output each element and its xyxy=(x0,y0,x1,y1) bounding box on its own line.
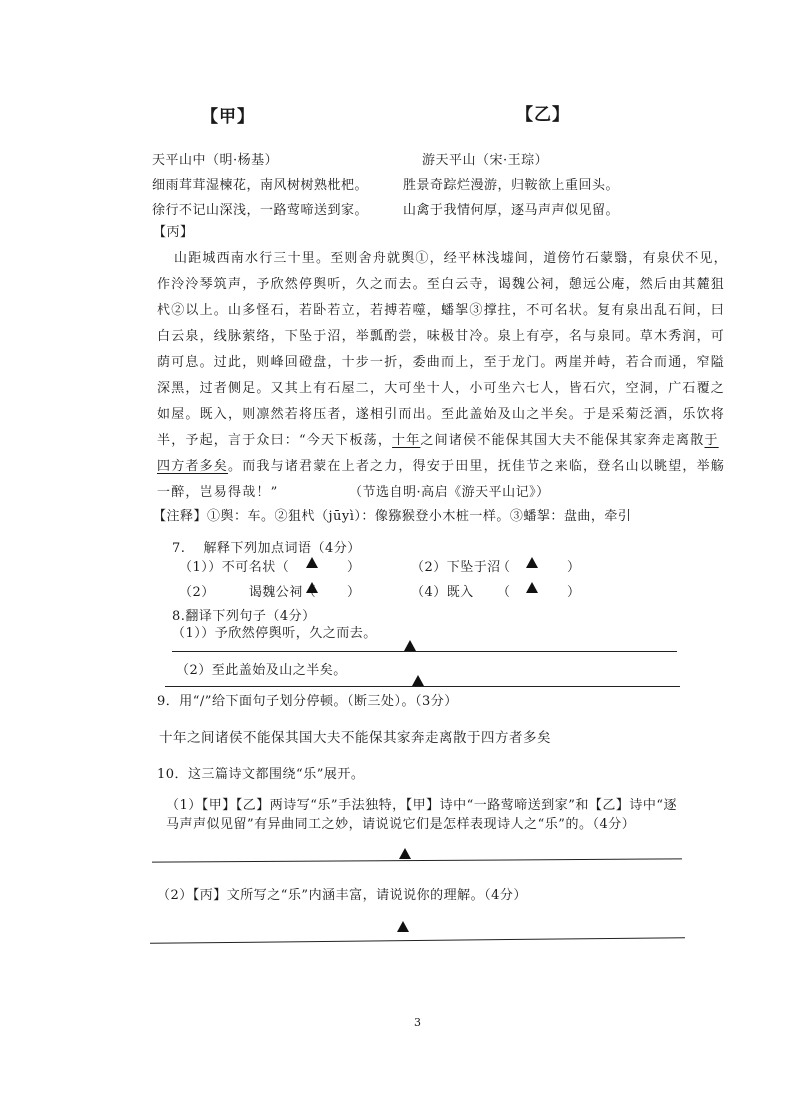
q7-item-3-number: （2） xyxy=(179,585,215,600)
q8-sentence-2: （2）至此盖始及山之半矣。 xyxy=(176,663,347,678)
q7-item-2-word: 下坠于沼 xyxy=(446,560,501,575)
answer-triangle-icon xyxy=(526,582,538,593)
q8-title: 8.翻译下列句子（4分） xyxy=(172,609,316,624)
q10-part1-line2: 马声声似见留”有异曲同工之妙，请说说它们是怎样表现诗人之“乐”的。（4分） xyxy=(166,817,636,832)
answer-line-q8-1 xyxy=(172,651,677,652)
q7-item-4-number: （4） xyxy=(411,585,447,600)
q7-item-4-word: 既入 xyxy=(446,585,474,600)
answer-triangle-icon xyxy=(526,557,538,568)
bing-line-1: 山距城西南水行三十里。至则舍舟就舆①，经平林浅墟间，道傍竹石蒙翳，有泉伏不见， xyxy=(174,251,728,266)
q7-item-2 xyxy=(411,556,501,575)
poem-jia-line1: 细雨茸茸湿楝花，南风树树熟枇杷。 xyxy=(152,178,369,193)
q7-item-1-number: （1）） xyxy=(179,560,222,575)
poem-yi-title: 游天平山（宋·王琮） xyxy=(422,153,549,168)
q7-item-3-close: ） xyxy=(347,585,361,600)
q7-item-2-number: （2） xyxy=(411,560,447,575)
bing-line-8-mid: 之间诸侯不能保其国大夫不能保其家奔走离散 xyxy=(420,433,705,448)
bing-line-7: 如屋。既入，则凛然若将压者，遂相引而出。至此盖始及山之半矣。于是采菊泛酒，乐饮将 xyxy=(157,407,726,422)
answer-triangle-icon xyxy=(399,848,411,859)
bing-underlined-sifang: 四方者多矣 xyxy=(157,459,229,474)
bing-line-3: 杙②以上。山多怪石，若卧若立，若搏若噬，蟠挐③撑拄，不可名状。复有泉出乱石间，曰 xyxy=(157,303,726,318)
bing-source: （节选自明·高启《游天平山记》） xyxy=(349,485,550,500)
answer-line-q10-1 xyxy=(152,858,682,862)
q9-title: 9．用“/”给下面句子划分停顿。（断三处）。（3分） xyxy=(157,694,458,709)
q7-item-4-close: ） xyxy=(567,585,581,600)
poem-yi-line1: 胜景奇踪烂漫游，归鞍欲上重回头。 xyxy=(403,178,620,193)
answer-triangle-icon xyxy=(404,640,416,651)
q7-item-4-open: （ xyxy=(497,585,511,600)
q7-item-3-word: 谒魏公祠（ xyxy=(248,585,317,600)
answer-triangle-icon xyxy=(397,921,409,932)
q10-part1-line1: （1）【甲】【乙】两诗写“乐”手法独特，【甲】诗中“一路莺啼送到家”和【乙】诗中“逐 xyxy=(166,798,678,813)
poem-jia-line2: 徐行不记山深浅，一路莺啼送到家。 xyxy=(152,203,369,218)
q9-sentence: 十年之间诸侯不能保其国大夫不能保其家奔走离散于四方者多矣 xyxy=(159,730,551,746)
answer-triangle-icon xyxy=(412,675,424,686)
q10-part2: （2）【丙】文所写之“乐”内涵丰富，请说说你的理解。（4分） xyxy=(157,888,527,903)
bing-line-9-rest: 。而我与诸君蒙在上者之力，得安于田里，抚佳节之来临，登名山以眺望，举觞 xyxy=(228,459,726,474)
bing-line-8-start: 半，予起，言于众曰：“今天下板荡， xyxy=(157,433,393,448)
answer-line-q8-2 xyxy=(165,686,680,687)
q7-title: 7. 解释下列加点词语（4分） xyxy=(172,541,361,556)
heading-jia: 【甲】 xyxy=(201,107,255,127)
q8-sentence-1: （1））予欣然停舆听，久之而去。 xyxy=(172,626,377,641)
q7-item-1-word: 不可名状（ xyxy=(221,560,290,575)
q7-item-4 xyxy=(411,581,474,600)
bing-underlined-shinian: 十年 xyxy=(392,433,421,448)
q7-item-1-close: ） xyxy=(347,560,361,575)
bing-underlined-yu: 于 xyxy=(704,433,719,448)
q7-item-3 xyxy=(179,581,316,600)
q10-title: 10．这三篇诗文都围绕“乐”展开。 xyxy=(157,767,365,782)
heading-yi: 【乙】 xyxy=(516,105,570,125)
answer-triangle-icon xyxy=(306,557,318,568)
bing-line-8 xyxy=(157,429,719,448)
bing-line-9 xyxy=(157,455,725,474)
page-number: 3 xyxy=(414,1016,421,1029)
q7-item-2-close: ） xyxy=(567,560,581,575)
bing-line-5: 荫可息。过此，则峰回磴盘，十步一折，委曲而上，至于龙门。两崖并峙，若合而通，窄隘 xyxy=(157,355,726,370)
heading-bing: 【丙】 xyxy=(153,225,194,240)
bing-line-4: 白云泉，线脉萦络，下坠于沼，举瓢酌尝，味极甘冷。泉上有亭，名与泉同。草木秀润，可 xyxy=(157,329,726,344)
answer-triangle-icon xyxy=(306,582,318,593)
bing-line-2: 作泠泠琴筑声，予欣然停舆听，久之而去。至白云寺，谒魏公祠，憩远公庵，然后由其麓狙 xyxy=(157,277,726,292)
answer-line-q10-2 xyxy=(150,937,685,944)
bing-notes: 【注释】①舆：车。②狙杙（jūyì）：像猕猴登小木桩一样。③蟠挐：盘曲，牵引 xyxy=(153,509,632,524)
bing-line-6: 深黑，过者侧足。又其上有石屋二，大可坐十人，小可坐六七人，皆石穴，空洞，广石覆之 xyxy=(157,381,726,396)
bing-line-10: 一醉，岂易得哉！” xyxy=(157,485,279,500)
q7-item-1 xyxy=(179,556,289,575)
q7-item-2-open: （ xyxy=(497,560,511,575)
poem-yi-line2: 山禽于我情何厚，逐马声声似见留。 xyxy=(403,203,620,218)
poem-jia-title: 天平山中（明·杨基） xyxy=(152,153,279,168)
